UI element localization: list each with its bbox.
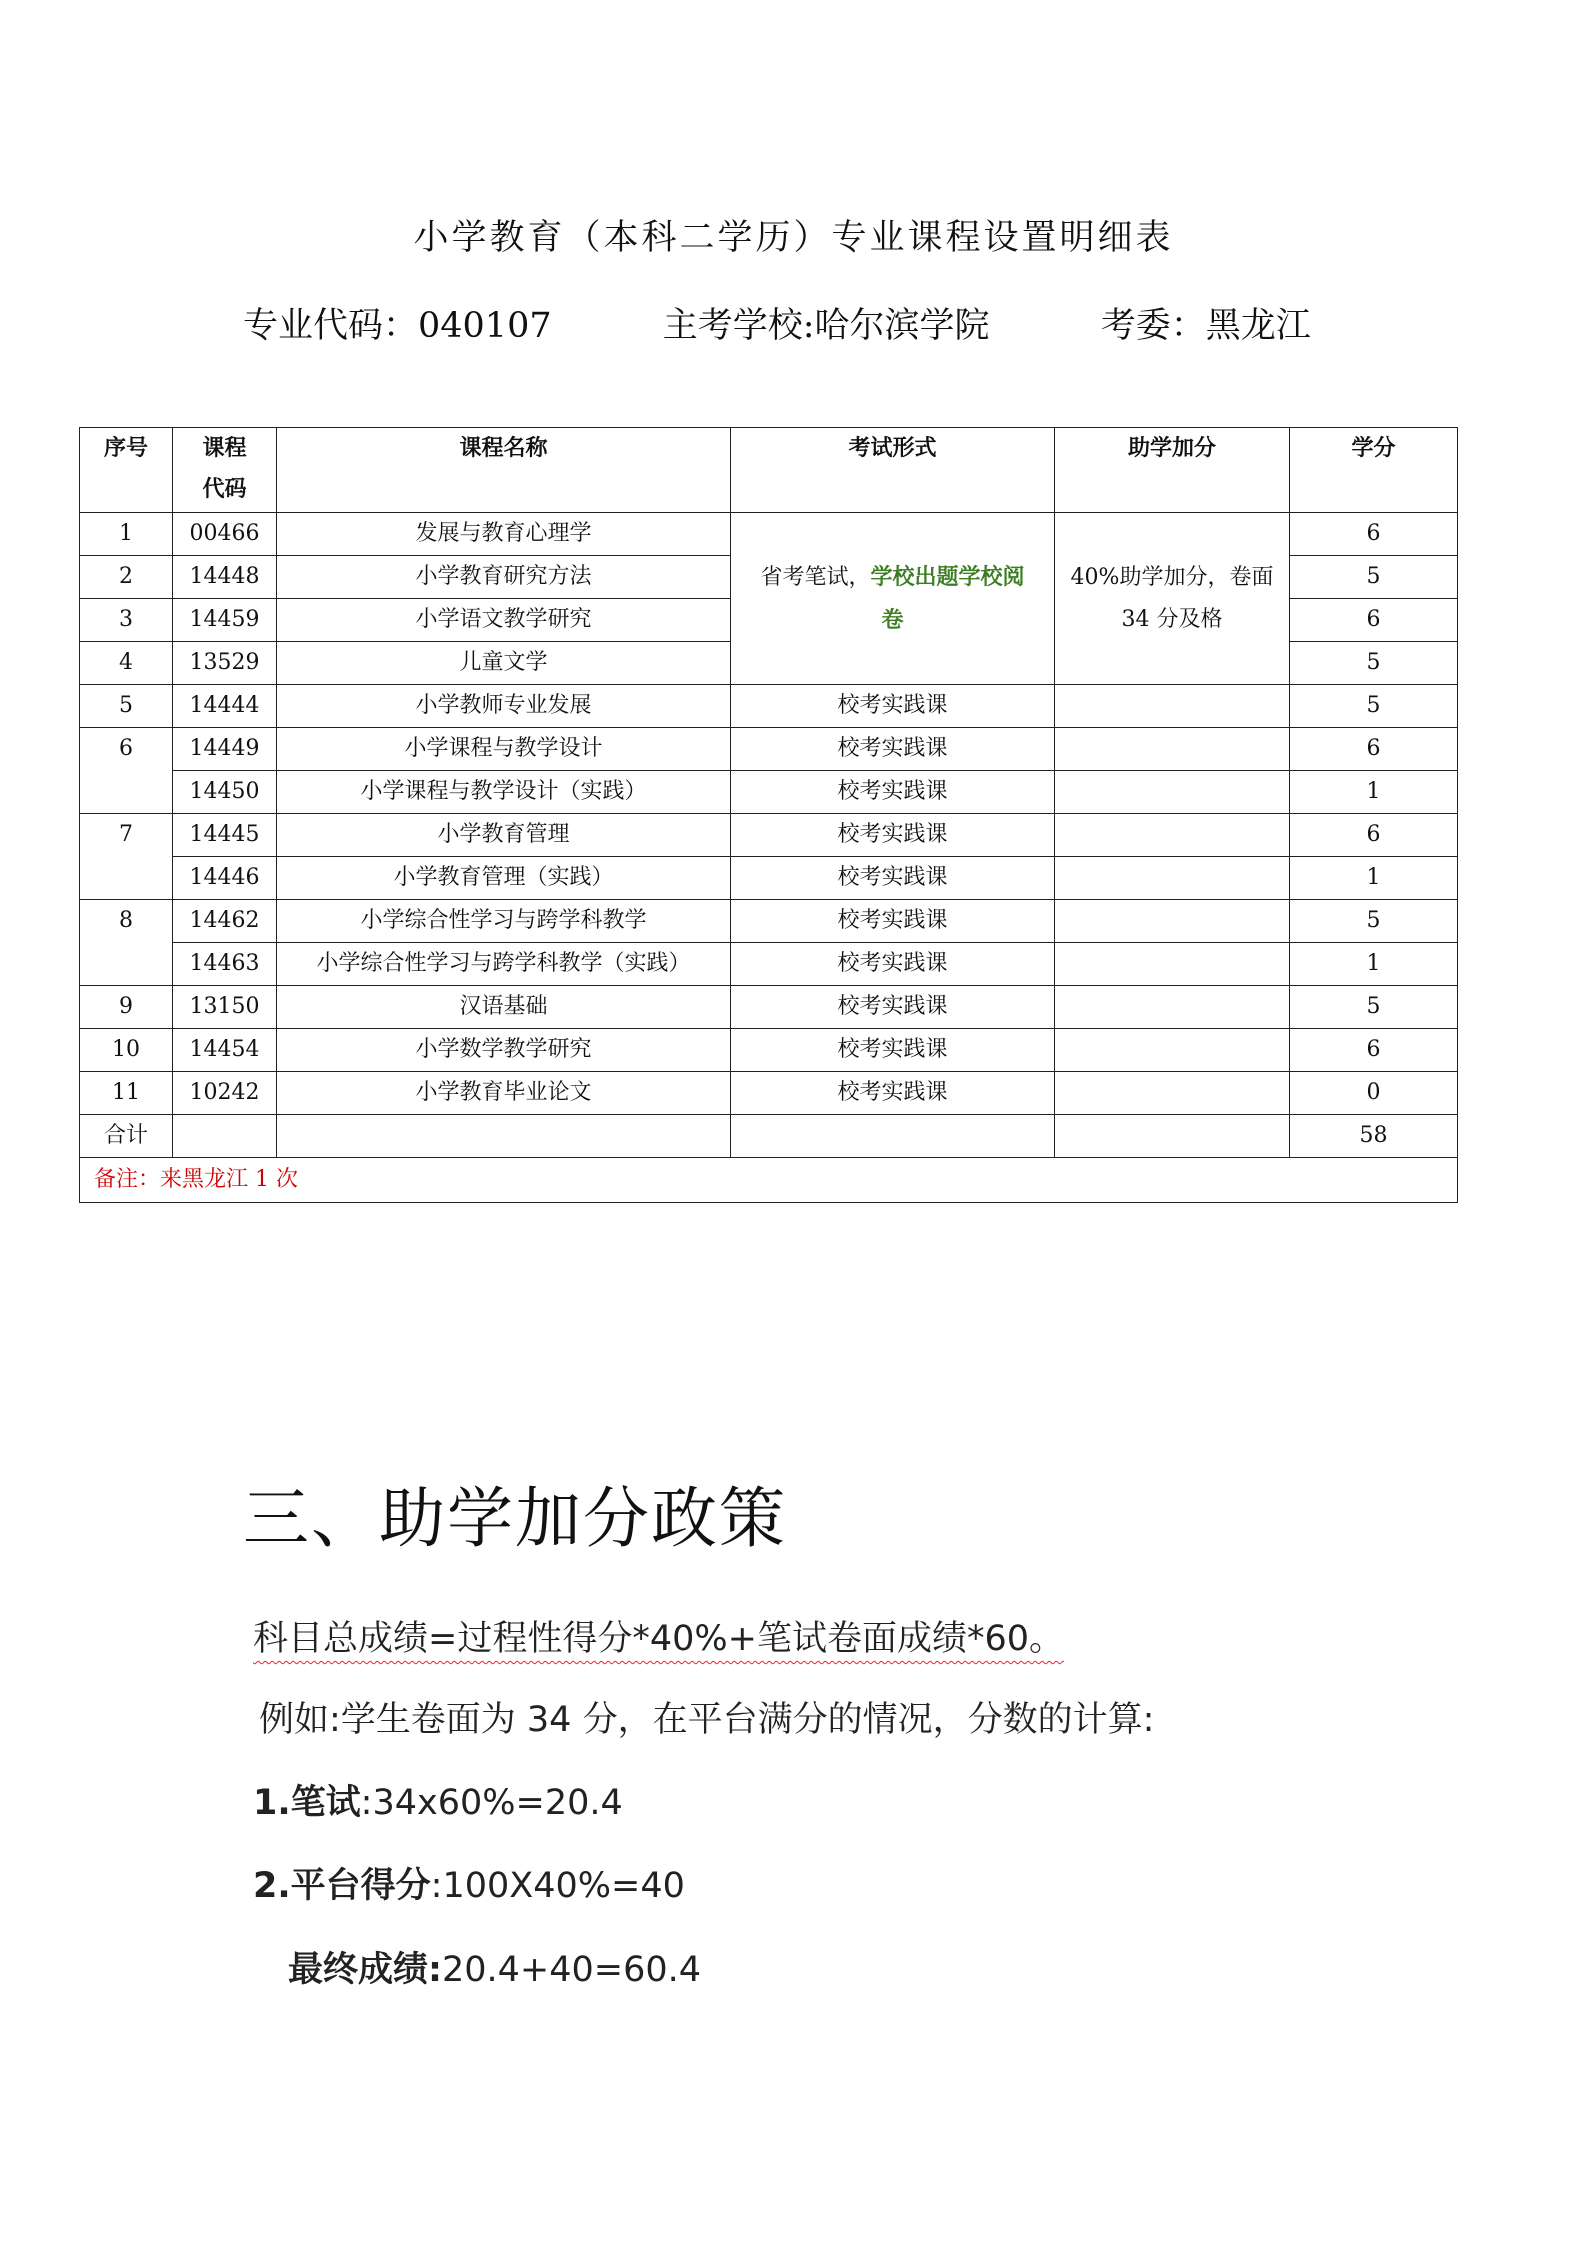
cell-seq: 3: [80, 599, 173, 642]
cell-exam: 校考实践课: [731, 1029, 1055, 1072]
total-credit: 58: [1290, 1115, 1458, 1158]
cell-name: 发展与教育心理学: [277, 513, 731, 556]
cell-bonus: [1055, 943, 1290, 986]
table-row: [80, 728, 1458, 771]
cell-credit: 5: [1290, 685, 1458, 728]
cell-bonus: [1055, 900, 1290, 943]
cell-credit: 5: [1290, 900, 1458, 943]
table-header-row: [80, 428, 1458, 513]
cell-name: 小学教育毕业论文: [277, 1072, 731, 1115]
cell-seq: 6: [80, 728, 173, 814]
cell-code: 14462: [173, 900, 277, 943]
cell-exam: 校考实践课: [731, 986, 1055, 1029]
cell-seq: 7: [80, 814, 173, 900]
cell-code: 14449: [173, 728, 277, 771]
cell-name: 汉语基础: [277, 986, 731, 1029]
step2-value: :100X40%=40: [430, 1866, 685, 1906]
header-bonus: 助学加分: [1055, 428, 1290, 513]
cell-name: [277, 1115, 731, 1158]
cell-bonus: [1055, 986, 1290, 1029]
cell-code: 10242: [173, 1072, 277, 1115]
cell-bonus-merged: [1055, 513, 1290, 685]
total-row: [80, 1115, 1458, 1158]
header-seq: 序号: [80, 428, 173, 513]
cell-bonus: [1055, 1115, 1290, 1158]
exam-prefix: 省考笔试，: [760, 564, 871, 590]
step-platform-score: [253, 1858, 685, 1908]
cell-seq: 1: [80, 513, 173, 556]
cell-credit: 5: [1290, 986, 1458, 1029]
cell-name: 小学课程与教学设计（实践）: [277, 771, 731, 814]
table-row: [80, 513, 1458, 556]
header-meta: [243, 298, 1311, 348]
cell-seq: 4: [80, 642, 173, 685]
cell-exam: 校考实践课: [731, 814, 1055, 857]
header-code-line1: 课程: [202, 435, 247, 461]
major-code: 专业代码：040107: [243, 306, 552, 346]
cell-exam: 校考实践课: [731, 943, 1055, 986]
cell-name: 小学教育管理（实践）: [277, 857, 731, 900]
cell-seq: 8: [80, 900, 173, 986]
cell-credit: 5: [1290, 556, 1458, 599]
header-code-line2: 代码: [202, 476, 247, 502]
cell-credit: 5: [1290, 642, 1458, 685]
cell-name: 小学教育管理: [277, 814, 731, 857]
page-title: 小学教育（本科二学历）专业课程设置明细表: [413, 218, 1174, 258]
step1-label: 1.笔试: [253, 1783, 361, 1823]
cell-bonus: [1055, 771, 1290, 814]
cell-bonus: [1055, 1072, 1290, 1115]
cell-bonus: [1055, 814, 1290, 857]
cell-exam: 校考实践课: [731, 685, 1055, 728]
cell-credit: 6: [1290, 513, 1458, 556]
cell-code: 14448: [173, 556, 277, 599]
step1-value: :34x60%=20.4: [360, 1783, 623, 1823]
exam-highlight-line1: 学校出题学校阅: [870, 563, 1025, 590]
total-label: 合计: [80, 1115, 173, 1158]
table-row: [80, 857, 1458, 900]
cell-seq: 5: [80, 685, 173, 728]
bonus-line2: 34 分及格: [1121, 606, 1223, 632]
cell-seq: 11: [80, 1072, 173, 1115]
cell-code: 14445: [173, 814, 277, 857]
bonus-line1: 40%助学加分，卷面: [1070, 564, 1274, 590]
cell-exam: [731, 1115, 1055, 1158]
remark-note: 备注：来黑龙江 1 次: [80, 1158, 1458, 1203]
cell-exam: 校考实践课: [731, 857, 1055, 900]
table-row: [80, 1029, 1458, 1072]
cell-code: 14444: [173, 685, 277, 728]
section-title: 三、助学加分政策: [243, 1480, 787, 1557]
cell-exam: 校考实践课: [731, 728, 1055, 771]
cell-name: 小学教师专业发展: [277, 685, 731, 728]
cell-code: 13150: [173, 986, 277, 1029]
cell-credit: 1: [1290, 857, 1458, 900]
cell-code: 13529: [173, 642, 277, 685]
cell-name: 儿童文学: [277, 642, 731, 685]
cell-seq: 9: [80, 986, 173, 1029]
cell-name: 小学语文教学研究: [277, 599, 731, 642]
cell-bonus: [1055, 857, 1290, 900]
cell-exam-merged: [731, 513, 1055, 685]
remark-row: [80, 1158, 1458, 1203]
table-row: [80, 685, 1458, 728]
cell-code: 14446: [173, 857, 277, 900]
course-table: [79, 427, 1458, 1203]
step2-label: 2.平台得分: [253, 1866, 431, 1906]
cell-credit: 6: [1290, 728, 1458, 771]
cell-name: 小学综合性学习与跨学科教学: [277, 900, 731, 943]
cell-exam: 校考实践课: [731, 900, 1055, 943]
cell-credit: 6: [1290, 814, 1458, 857]
table-row: [80, 900, 1458, 943]
cell-code: [173, 1115, 277, 1158]
exam-highlight-line2: 卷: [881, 606, 904, 633]
cell-name: 小学数学教学研究: [277, 1029, 731, 1072]
example-text: 例如:学生卷面为 34 分，在平台满分的情况，分数的计算:: [259, 1700, 1155, 1740]
table-row: [80, 943, 1458, 986]
cell-credit: 1: [1290, 943, 1458, 986]
cell-code: 00466: [173, 513, 277, 556]
final-value: 20.4+40=60.4: [442, 1950, 702, 1990]
table-row: [80, 814, 1458, 857]
header-code: [173, 428, 277, 513]
final-score: [288, 1942, 701, 1992]
exam-school: 主考学校:哈尔滨学院: [662, 306, 990, 346]
header-credit: 学分: [1290, 428, 1458, 513]
cell-code: 14459: [173, 599, 277, 642]
cell-seq: 2: [80, 556, 173, 599]
cell-name: 小学综合性学习与跨学科教学（实践）: [277, 943, 731, 986]
cell-code: 14454: [173, 1029, 277, 1072]
final-label: 最终成绩:: [288, 1950, 442, 1990]
table-row: [80, 986, 1458, 1029]
table-row: [80, 1072, 1458, 1115]
cell-name: 小学课程与教学设计: [277, 728, 731, 771]
exam-board: 考委：黑龙江: [1100, 306, 1311, 346]
cell-code: 14450: [173, 771, 277, 814]
header-name: 课程名称: [277, 428, 731, 513]
cell-bonus: [1055, 1029, 1290, 1072]
cell-credit: 6: [1290, 1029, 1458, 1072]
cell-exam: 校考实践课: [731, 1072, 1055, 1115]
cell-credit: 6: [1290, 599, 1458, 642]
cell-bonus: [1055, 685, 1290, 728]
step-written-exam: [253, 1775, 623, 1825]
cell-credit: 1: [1290, 771, 1458, 814]
header-exam: 考试形式: [731, 428, 1055, 513]
table-row: [80, 771, 1458, 814]
cell-name: 小学教育研究方法: [277, 556, 731, 599]
cell-bonus: [1055, 728, 1290, 771]
cell-exam: 校考实践课: [731, 771, 1055, 814]
cell-seq: 10: [80, 1029, 173, 1072]
cell-code: 14463: [173, 943, 277, 986]
cell-credit: 0: [1290, 1072, 1458, 1115]
score-formula: 科目总成绩=过程性得分*40%+笔试卷面成绩*60。: [253, 1619, 1064, 1659]
